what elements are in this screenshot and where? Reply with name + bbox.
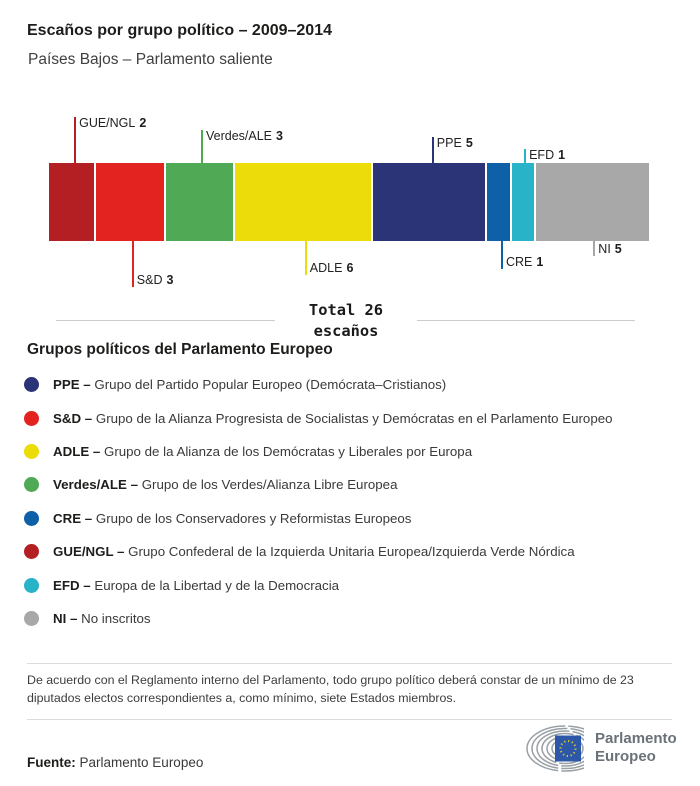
callout-tick-adle	[305, 241, 307, 275]
total-divider-left-line	[56, 320, 275, 321]
legend-item-text	[53, 411, 613, 426]
callout-tick-ppe	[432, 137, 434, 163]
legend-group-desc: Grupo de la Alianza Progresista de Socialistas y Demócratas en el Parlamento Europeo	[95, 410, 613, 426]
legend-row-adle	[24, 435, 613, 468]
legend-group-desc: Europa de la Libertad y de la Democracia	[94, 577, 340, 593]
legend-group-desc: Grupo de los Verdes/Alianza Libre Europea	[141, 477, 398, 493]
legend-list	[24, 368, 613, 635]
callout-seat-count: 6	[346, 261, 354, 275]
legend-group-abbr: PPE –	[53, 377, 91, 393]
eu-flag-icon	[555, 736, 581, 762]
callout-label-verdes-ale	[206, 129, 283, 143]
legend-color-dot	[24, 444, 39, 459]
legend-heading: Grupos políticos del Parlamento Europeo	[27, 341, 333, 358]
legend-item-text	[53, 544, 575, 559]
callout-group-name: ADLE	[309, 261, 343, 275]
footnote-line1: De acuerdo con el Reglamento interno del Parlamento, todo grupo político deberá constar de un mínimo de 23	[27, 673, 634, 687]
legend-color-dot	[24, 578, 39, 593]
legend-group-abbr: S&D –	[53, 410, 93, 426]
total-seats-line1: Total 26	[308, 301, 384, 319]
page-title: Escaños por grupo político – 2009–2014	[27, 22, 332, 39]
callout-seat-count: 3	[166, 273, 174, 287]
parliament-hemicycle-icon	[524, 723, 584, 773]
bar-segment-efd	[512, 163, 537, 241]
legend-row-s-d	[24, 401, 613, 434]
bar-segment-adle	[235, 163, 372, 241]
legend-group-desc: No inscritos	[81, 610, 151, 626]
callout-label-adle	[310, 261, 354, 275]
legend-row-ni	[24, 602, 613, 635]
legend-group-desc: Grupo de los Conservadores y Reformistas Europeos	[95, 510, 412, 526]
source-value: Parlamento Europeo	[79, 755, 204, 770]
legend-color-dot	[24, 411, 39, 426]
legend-color-dot	[24, 544, 39, 559]
callout-tick-verdes-ale	[201, 130, 203, 163]
callout-label-gue-ngl	[79, 116, 146, 130]
callout-label-ni	[598, 242, 621, 256]
callout-group-name: NI	[598, 242, 611, 256]
callout-seat-count: 5	[465, 136, 473, 150]
legend-row-gue-ngl	[24, 535, 613, 568]
footnote	[27, 672, 683, 707]
logo-line2: Europeo	[595, 748, 656, 765]
legend-row-verdes-ale	[24, 468, 613, 501]
logo-line1: Parlamento	[595, 730, 677, 748]
stacked-bar	[49, 163, 649, 241]
bar-segment-ppe	[373, 163, 488, 241]
legend-group-abbr: CRE –	[53, 510, 93, 526]
source-line	[27, 755, 203, 770]
bar-segment-verdes-ale	[166, 163, 236, 241]
legend-row-ppe	[24, 368, 613, 401]
bar-segment-cre	[487, 163, 512, 241]
callout-seat-count: 3	[276, 129, 283, 143]
callout-label-ppe	[437, 136, 473, 150]
logo-wordmark	[595, 730, 677, 765]
legend-color-dot	[24, 477, 39, 492]
legend-item-text	[53, 578, 339, 593]
total-seats-label	[270, 300, 422, 342]
callout-seat-count: 2	[139, 116, 147, 130]
callout-label-efd	[529, 148, 565, 162]
stacked-bar-chart	[0, 110, 700, 298]
source-label: Fuente:	[27, 755, 76, 770]
callout-seat-count: 1	[558, 148, 566, 162]
legend-group-desc: Grupo Confederal de la Izquierda Unitaria Europea/Izquierda Verde Nórdica	[128, 544, 575, 560]
legend-row-efd	[24, 568, 613, 601]
footnote-line2: diputados electos correspondientes a, como mínimo, siete Estados miembros.	[27, 690, 457, 705]
legend-group-abbr: ADLE –	[53, 443, 101, 459]
legend-color-dot	[24, 611, 39, 626]
legend-group-desc: Grupo de la Alianza de los Demócratas y Liberales por Europa	[104, 443, 473, 459]
callout-tick-gue-ngl	[74, 117, 76, 163]
callout-tick-cre	[501, 241, 503, 269]
total-seats-line2: escaños	[313, 322, 379, 340]
callout-seat-count: 1	[536, 255, 544, 269]
footnote-top-rule	[27, 663, 672, 664]
callout-tick-efd	[524, 149, 526, 163]
callout-label-cre	[506, 255, 543, 269]
bar-segment-gue-ngl	[49, 163, 96, 241]
callout-group-name: CRE	[506, 255, 533, 269]
european-parliament-logo	[524, 723, 677, 773]
legend-group-abbr: EFD –	[53, 577, 91, 593]
bar-segment-ni	[536, 163, 649, 241]
callout-label-s-d	[137, 273, 174, 287]
legend-item-text	[53, 477, 397, 492]
page-subtitle: Países Bajos – Parlamento saliente	[28, 51, 273, 68]
callout-group-name: EFD	[529, 148, 555, 162]
callout-group-name: PPE	[436, 136, 462, 150]
legend-row-cre	[24, 502, 613, 535]
callout-tick-ni	[593, 241, 595, 256]
legend-color-dot	[24, 377, 39, 392]
legend-item-text	[53, 377, 446, 392]
footnote-bottom-rule	[27, 719, 672, 720]
total-divider-right-line	[417, 320, 635, 321]
callout-group-name: Verdes/ALE	[206, 129, 273, 143]
legend-group-desc: Grupo del Partido Popular Europeo (Demócrata–Cristianos)	[94, 377, 447, 393]
legend-item-text	[53, 611, 151, 626]
bar-segment-s-d	[96, 163, 166, 241]
callout-group-name: S&D	[136, 273, 163, 287]
legend-color-dot	[24, 511, 39, 526]
legend-item-text	[53, 444, 472, 459]
legend-group-abbr: GUE/NGL –	[53, 544, 125, 560]
legend-group-abbr: Verdes/ALE –	[53, 477, 138, 493]
callout-tick-s-d	[132, 241, 134, 287]
legend-group-abbr: NI –	[53, 610, 78, 626]
callout-group-name: GUE/NGL	[79, 116, 136, 130]
callout-seat-count: 5	[614, 242, 622, 256]
legend-item-text	[53, 511, 411, 526]
